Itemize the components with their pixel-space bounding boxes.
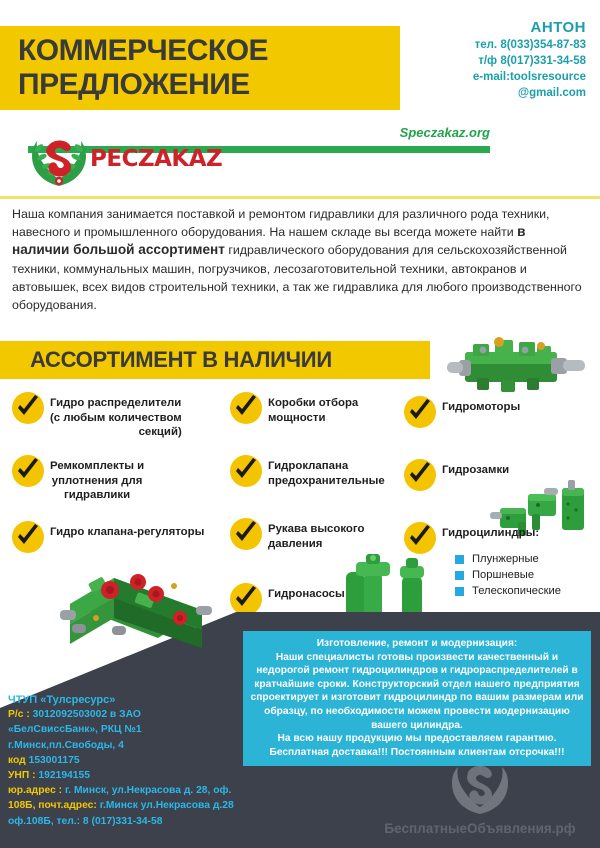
- services-guarantee: На всю нашу продукцию мы предоставляем гарантию.: [277, 733, 557, 745]
- contact-phone-2: т/ф 8(017)331-34-58: [478, 55, 586, 67]
- assortment-item-3-label: [442, 396, 520, 415]
- brand-logo: [8, 130, 223, 188]
- footer-code-value: 153001175: [28, 754, 80, 766]
- item1-line1: Гидро распределители: [50, 397, 182, 409]
- services-delivery: Бесплатная доставка!!! Постоянным клиентам отсрочка!!!: [269, 746, 565, 758]
- footer-postal-value: г.Минск ул.Некрасова д.28: [99, 800, 234, 812]
- contact-email-2: @gmail.com: [517, 87, 586, 99]
- footer-bank-line: «БелСвиссБанк», РКЦ №1: [8, 724, 142, 736]
- check-mark-icon: [12, 455, 44, 487]
- assortment-item-2: [230, 392, 400, 425]
- item2-line2: мощности: [268, 411, 326, 424]
- item2-line1: Коробки отбора: [268, 397, 359, 409]
- item9-line1: Гидроцилиндры:: [442, 527, 540, 539]
- check-mark-icon: [404, 459, 436, 491]
- footer-account-value: 3012092503002 в ЗАО: [32, 709, 141, 721]
- item4-line2: уплотнения для: [51, 474, 143, 487]
- footer-unp-value: 192194155: [38, 770, 90, 782]
- check-mark-icon: [230, 583, 262, 615]
- assortment-item-1-label: [50, 392, 182, 440]
- logo-wordmark: PECZAKAZ: [90, 146, 223, 172]
- footer-account-label: Р/с :: [8, 709, 30, 721]
- hydraulic-distributor-photo: [437, 330, 597, 405]
- contact-email-1: e-mail:toolsresource: [472, 71, 586, 83]
- item4-line1: Ремкомплекты и: [50, 460, 145, 472]
- yellow-divider: [0, 196, 600, 199]
- assortment-item-5-label: [268, 455, 385, 488]
- header-title-banner: [0, 26, 400, 110]
- footer-legal-label: юр.адрес :: [8, 785, 63, 797]
- assortment-item-9-label: [442, 522, 539, 541]
- item4-line3: гидравлики: [64, 489, 131, 501]
- check-mark-icon: [404, 396, 436, 428]
- cylinder-type-3: [455, 585, 561, 597]
- item1-line3: секций): [138, 426, 182, 438]
- cylinder-type-3-label: Телескопические: [472, 585, 561, 597]
- item7-line1: Гидро клапана-регуляторы: [50, 526, 205, 538]
- intro-sentence-2a: На нашем складе вы всегда можете найти: [269, 225, 518, 240]
- watermark: [370, 754, 590, 840]
- hydraulic-valve-block-photo: [52, 552, 222, 662]
- cylinder-type-2-label: Поршневые: [472, 569, 535, 581]
- assortment-item-3: [404, 396, 564, 428]
- assortment-item-5: [230, 455, 410, 488]
- assortment-item-2-label: [268, 392, 358, 425]
- intro-sentence-1: Наша компания занимается поставкой и ремонтом гидравлики для различного рода техники, навесного и промышленного оборудования.: [12, 207, 550, 240]
- intro-highlight: в наличии большой ассортимент: [12, 224, 526, 258]
- assortment-item-4: [12, 455, 212, 503]
- footer-postal-row: [8, 799, 298, 813]
- check-mark-icon: [230, 518, 262, 550]
- footer-legal-row: [8, 784, 298, 798]
- square-bullet-icon: [455, 555, 464, 564]
- item8-line2: давления: [268, 537, 323, 550]
- page-title-line1: КОММЕРЧЕСКОЕ: [18, 34, 269, 67]
- item10-line1: Гидронасосы: [268, 588, 345, 600]
- assortment-banner: [0, 341, 430, 379]
- contact-name: АНТОН: [530, 19, 586, 36]
- check-mark-icon: [230, 455, 262, 487]
- page-title-line2: ПРЕДЛОЖЕНИЕ: [18, 68, 250, 101]
- assortment-item-1: [12, 392, 212, 440]
- footer-account-row: [8, 708, 298, 722]
- assortment-item-4-label: [50, 455, 144, 503]
- assortment-item-8: [230, 518, 400, 551]
- intro-paragraph: [12, 205, 582, 314]
- footer-legal-value: г. Минск, ул.Некрасова д. 28, оф.: [64, 785, 232, 797]
- check-mark-icon: [230, 392, 262, 424]
- services-title: Изготовление, ремонт и модернизация:: [316, 638, 518, 649]
- laurel-wreath-s-watermark-icon: [440, 754, 520, 816]
- assortment-item-6-label: [442, 459, 509, 478]
- watermark-text: БесплатныеОбъявления.рф: [384, 821, 576, 836]
- services-body: Наши специалисты готовы произвести качественный и недорогой ремонт гидроцилиндров и гидрораспределителей в кратчайшие сроки. Конструкторский отдел нашего предприятия спроектирует и изготовит гидроцилиндр по вашим размерам или образцу, по необходимости можем провести модернизацию вашего цилиндра.: [250, 651, 584, 731]
- item1-line2: (с любым количеством: [50, 411, 182, 424]
- website-link[interactable]: Speczakaz.org: [399, 125, 490, 140]
- square-bullet-icon: [455, 587, 464, 596]
- laurel-wreath-s-emblem-icon: [26, 130, 92, 188]
- cylinder-type-1: [455, 553, 561, 565]
- item5-line1: Гидроклапана: [268, 460, 349, 472]
- item6-line1: Гидрозамки: [442, 464, 510, 476]
- footer-company-details: [8, 693, 298, 830]
- item8-line1: Рукава высокого: [268, 523, 365, 535]
- footer-postal-label: 108Б, почт.адрес:: [8, 800, 97, 812]
- cylinder-type-2: [455, 569, 561, 581]
- assortment-item-7-label: [50, 521, 204, 540]
- cylinder-type-1-label: Плунжерные: [472, 553, 539, 565]
- contact-block: [396, 18, 586, 101]
- footer-code-row: [8, 754, 298, 768]
- check-mark-icon: [12, 392, 44, 424]
- footer-unp-row: [8, 769, 298, 783]
- footer-company-name: ЧТУП «Тулсресурс»: [8, 694, 116, 706]
- assortment-item-8-label: [268, 518, 364, 551]
- square-bullet-icon: [455, 571, 464, 580]
- contact-phone-1: тел. 8(033)354-87-83: [474, 39, 586, 51]
- assortment-item-7: [12, 521, 232, 553]
- footer-office-line: оф.108Б, тел.: 8 (017)331-34-58: [8, 815, 163, 827]
- footer-code-label: код: [8, 754, 26, 766]
- cylinder-types-list: [455, 553, 561, 601]
- footer-unp-label: УНП :: [8, 770, 36, 782]
- check-mark-icon: [12, 521, 44, 553]
- intro-sentence-2b: гидравлического оборудования для сельскохозяйственной техники, коммунальных машин, погрузчиков, лесозаготовительной техники, автокранов и автовышек, всех видов строительной техники, а так же гидравлика для любого производственного оборудования.: [12, 243, 582, 313]
- item5-line2: предохранительные: [268, 474, 385, 487]
- footer-bank-address: г.Минск,пл.Свободы, 4: [8, 739, 124, 751]
- assortment-banner-title: АССОРТИМЕНТ В НАЛИЧИИ: [30, 347, 332, 372]
- item3-line1: Гидромоторы: [442, 401, 521, 413]
